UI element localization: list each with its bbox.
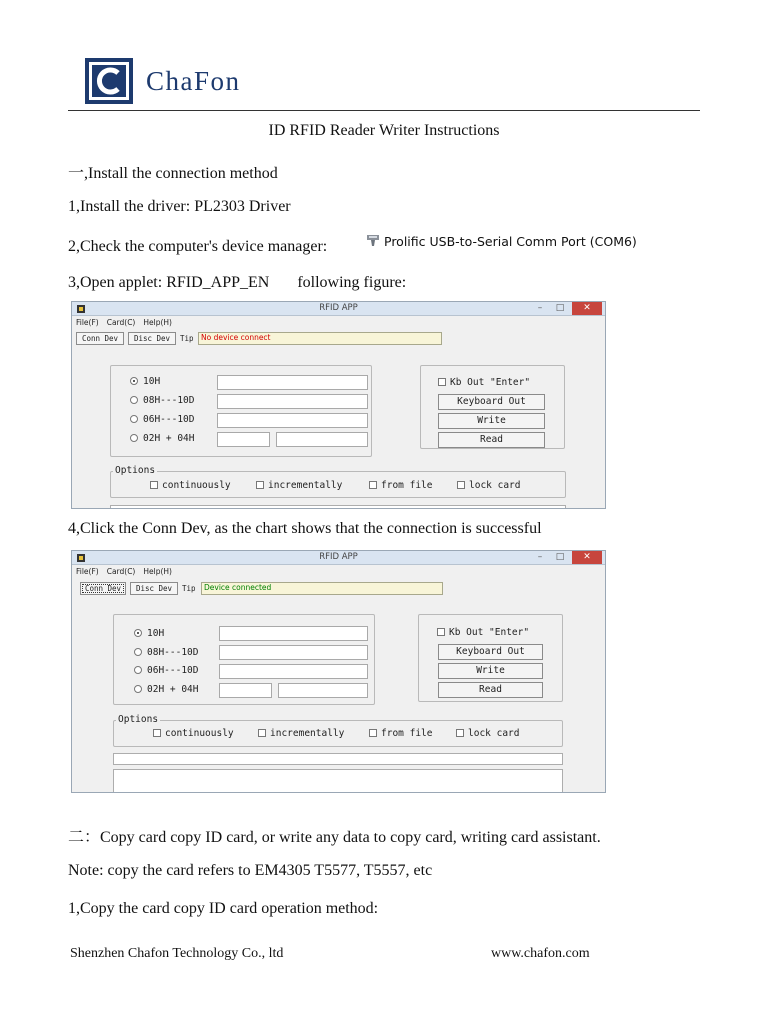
step-2-text: 2,Check the computer's device manager:: [68, 238, 328, 255]
menu-help[interactable]: Help(H): [143, 567, 172, 576]
menu-bar: [76, 318, 180, 327]
footer-website[interactable]: www.chafon.com: [491, 946, 590, 961]
checkbox-icon: [150, 481, 158, 489]
title-bar: [72, 302, 605, 316]
menu-file[interactable]: File(F): [76, 318, 99, 327]
radio-08h-10d[interactable]: 08H---10D: [134, 647, 198, 658]
field-02h[interactable]: [217, 432, 270, 447]
window-title: RFID APP: [319, 552, 358, 562]
usb-port-icon: [366, 234, 380, 248]
field-10h[interactable]: [217, 375, 368, 390]
window-title: RFID APP: [319, 303, 358, 313]
field-02h[interactable]: [219, 683, 272, 698]
option-continuously[interactable]: continuously: [153, 728, 234, 739]
output-box: [113, 769, 563, 793]
document-title: ID RFID Reader Writer Instructions: [268, 122, 500, 139]
menu-card[interactable]: Card(C): [106, 567, 136, 576]
tip-label: Tip: [182, 584, 196, 593]
maximize-button[interactable]: □: [555, 303, 565, 313]
checkbox-icon: [438, 378, 446, 386]
close-button[interactable]: ✕: [572, 302, 602, 315]
checkbox-icon: [256, 481, 264, 489]
app-window-connected: [71, 550, 606, 793]
maximize-button[interactable]: □: [555, 552, 565, 562]
radio-02h-04h[interactable]: 02H + 04H: [130, 433, 194, 444]
header-rule: [68, 110, 700, 111]
step-3-applet: 3,Open applet: RFID_APP_EN: [68, 274, 270, 291]
app-window-disconnected: [71, 301, 606, 509]
minimize-button[interactable]: –: [537, 303, 543, 313]
checkbox-icon: [153, 729, 161, 737]
disc-dev-button[interactable]: Disc Dev: [128, 332, 176, 345]
kb-out-enter-checkbox[interactable]: Kb Out "Enter": [437, 627, 529, 638]
field-08h-10d[interactable]: [217, 394, 368, 409]
menu-bar: [76, 567, 180, 576]
checkbox-icon: [369, 481, 377, 489]
menu-help[interactable]: Help(H): [143, 318, 172, 327]
checkbox-icon: [456, 729, 464, 737]
options-legend: Options: [115, 465, 156, 476]
field-04h[interactable]: [278, 683, 368, 698]
minimize-button[interactable]: –: [537, 552, 543, 562]
option-lock-card[interactable]: lock card: [457, 480, 520, 491]
device-port-name: Prolific USB-to-Serial Comm Port (COM6): [384, 234, 637, 249]
checkbox-icon: [457, 481, 465, 489]
radio-08h-10d[interactable]: 08H---10D: [130, 395, 194, 406]
status-line-box: [113, 753, 563, 765]
disc-dev-button[interactable]: Disc Dev: [130, 582, 178, 595]
radio-icon: [130, 396, 138, 404]
radio-selected-icon: [130, 377, 138, 385]
field-04h[interactable]: [276, 432, 368, 447]
option-from-file[interactable]: from file: [369, 728, 432, 739]
radio-icon: [134, 648, 142, 656]
write-button[interactable]: Write: [438, 663, 543, 679]
option-from-file[interactable]: from file: [369, 480, 432, 491]
device-manager-entry: [366, 234, 637, 249]
radio-icon: [130, 434, 138, 442]
option-continuously[interactable]: continuously: [150, 480, 231, 491]
option-incrementally[interactable]: incrementally: [258, 728, 344, 739]
tip-label: Tip: [180, 334, 194, 343]
close-button[interactable]: ✕: [572, 551, 602, 564]
output-box: [110, 505, 566, 509]
status-message: Device connected: [201, 582, 443, 595]
field-06h-10d[interactable]: [219, 664, 368, 679]
menu-card[interactable]: Card(C): [106, 318, 136, 327]
checkbox-icon: [258, 729, 266, 737]
radio-06h-10d[interactable]: 06H---10D: [134, 665, 198, 676]
radio-10h[interactable]: 10H: [130, 376, 160, 387]
radio-06h-10d[interactable]: 06H---10D: [130, 414, 194, 425]
keyboard-out-button[interactable]: Keyboard Out: [438, 394, 545, 410]
kb-out-enter-checkbox[interactable]: Kb Out "Enter": [438, 377, 530, 388]
radio-selected-icon: [134, 629, 142, 637]
brand-name: ChaFon: [146, 66, 241, 96]
radio-10h[interactable]: 10H: [134, 628, 164, 639]
conn-dev-button[interactable]: Conn Dev: [76, 332, 124, 345]
radio-icon: [134, 685, 142, 693]
field-08h-10d[interactable]: [219, 645, 368, 660]
checkbox-icon: [437, 628, 445, 636]
status-message: No device connect: [198, 332, 442, 345]
step-3-text: [68, 274, 406, 292]
step-3-figure: following figure:: [297, 274, 407, 291]
checkbox-icon: [369, 729, 377, 737]
radio-02h-04h[interactable]: 02H + 04H: [134, 684, 198, 695]
read-button[interactable]: Read: [438, 432, 545, 448]
option-lock-card[interactable]: lock card: [456, 728, 519, 739]
write-button[interactable]: Write: [438, 413, 545, 429]
keyboard-out-button[interactable]: Keyboard Out: [438, 644, 543, 660]
title-bar: [72, 551, 605, 565]
option-incrementally[interactable]: incrementally: [256, 480, 342, 491]
footer-company: Shenzhen Chafon Technology Co., ltd: [70, 946, 284, 961]
field-06h-10d[interactable]: [217, 413, 368, 428]
note-text: Note: copy the card refers to EM4305 T5577, T5557, etc: [68, 862, 433, 879]
conn-dev-button[interactable]: Conn Dev: [80, 582, 126, 595]
copy-method-text: 1,Copy the card copy ID card operation method:: [68, 900, 379, 917]
field-10h[interactable]: [219, 626, 368, 641]
chafon-logo-icon: [84, 57, 134, 105]
radio-icon: [130, 415, 138, 423]
read-button[interactable]: Read: [438, 682, 543, 698]
radio-icon: [134, 666, 142, 674]
section-1-heading: 一,Install the connection method: [68, 165, 278, 182]
step-4-text: 4,Click the Conn Dev, as the chart shows that the connection is successful: [68, 520, 542, 537]
options-legend: Options: [118, 714, 159, 725]
menu-file[interactable]: File(F): [76, 567, 99, 576]
section-2-heading: 二：Copy card copy ID card, or write any data to copy card, writing card assistant.: [68, 829, 601, 846]
step-1-text: 1,Install the driver: PL2303 Driver: [68, 198, 291, 215]
